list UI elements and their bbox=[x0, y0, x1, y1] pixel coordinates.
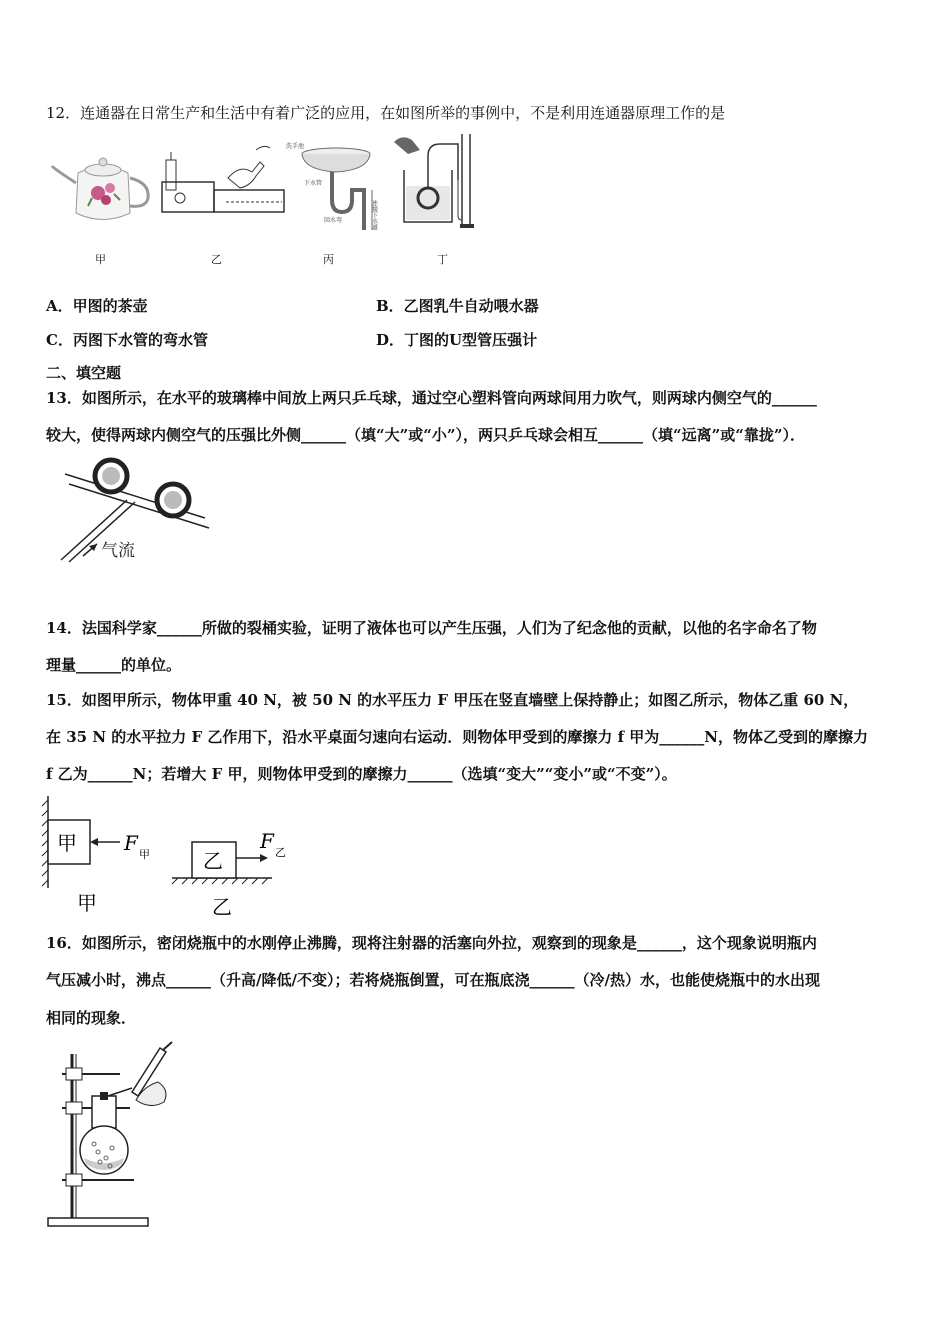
sink-trap-figure bbox=[284, 140, 384, 235]
q14-line2: 理量______的单位。 bbox=[46, 656, 182, 674]
fig-caption-bing: 丙 bbox=[323, 253, 334, 266]
option-d: D．丁图的U型管压强计 bbox=[376, 331, 538, 349]
q15-line2: 在 35 N 的水平拉力 F 乙作用下，沿水平桌面匀速向右运动．则物体甲受到的摩擦力 f 甲为______N，物体乙受到的摩擦力 bbox=[46, 728, 868, 746]
q13-line2: 较大，使得两球内侧空气的压强比外侧______（填“大”或“小”），两只乒乓球会相互______（填“远离”或“靠拢”）． bbox=[46, 426, 806, 444]
fig-caption-yi: 乙 bbox=[211, 253, 222, 266]
fig-caption-jia: 甲 bbox=[95, 253, 106, 266]
option-c: C．丙图下水管的弯水管 bbox=[46, 331, 208, 349]
force-b-subscript: 乙 bbox=[275, 846, 286, 859]
force-b-symbol: F bbox=[260, 829, 274, 853]
fig-caption-ding: 丁 bbox=[437, 253, 448, 266]
option-b: B．乙图乳牛自动喂水器 bbox=[376, 297, 539, 315]
option-a: A．甲图的茶壶 bbox=[46, 297, 148, 315]
caption-a: 甲 bbox=[77, 891, 97, 915]
section-heading: 二、填空题 bbox=[46, 364, 122, 382]
manometer-figure bbox=[390, 130, 490, 230]
force-a-subscript: 甲 bbox=[139, 848, 150, 861]
q16-line2: 气压减小时，沸点______（升高/降低/不变）；若将烧瓶倒置，可在瓶底浇______（冷/热）水，也能使烧瓶中的水出现 bbox=[46, 971, 820, 989]
force-a-symbol: F bbox=[124, 831, 138, 855]
sink-label-sewer: 连接下水道 bbox=[370, 200, 378, 230]
sink-label-trap: 回水弯 bbox=[324, 217, 343, 224]
q15-line3: f 乙为______N；若增大 F 甲，则物体甲受到的摩擦力______（选填“变大”“变小”或“不变”）。 bbox=[46, 765, 677, 783]
block-b-label: 乙 bbox=[203, 849, 223, 873]
airflow-label: 气流 bbox=[101, 541, 135, 561]
q12-stem: 12．连通器在日常生产和生活中有着广泛的应用，在如图所举的事例中，不是利用连通器原理工作的是 bbox=[46, 104, 726, 122]
sink-label-basin: 洗手池 bbox=[286, 143, 305, 150]
q16-line3: 相同的现象． bbox=[46, 1009, 137, 1027]
cow-feeder-figure bbox=[160, 142, 285, 224]
q13-line1: 13．如图所示，在水平的玻璃棒中间放上两只乒乓球，通过空心塑料管向两球间用力吹气，则两球内侧空气的______ bbox=[46, 389, 817, 407]
caption-b: 乙 bbox=[212, 895, 232, 919]
flask-syringe-figure bbox=[40, 1040, 180, 1235]
q16-line1: 16．如图所示，密闭烧瓶中的水刚停止沸腾，现将注射器的活塞向外拉，观察到的现象是______，这个现象说明瓶内 bbox=[46, 934, 817, 952]
teapot-figure bbox=[48, 148, 158, 230]
sink-label-drain: 下水管 bbox=[304, 180, 323, 187]
block-a-label: 甲 bbox=[57, 831, 77, 855]
force-diagram bbox=[40, 790, 300, 920]
q15-line1: 15．如图甲所示，物体甲重 40 N，被 50 N 的水平压力 F 甲压在竖直墙壁上保持静止；如图乙所示，物体乙重 60 N， bbox=[46, 691, 859, 709]
ping-pong-figure bbox=[55, 452, 225, 570]
q14-line1: 14．法国科学家______所做的裂桶实验，证明了液体也可以产生压强，人们为了纪念他的贡献，以他的名字命名了物 bbox=[46, 619, 817, 637]
